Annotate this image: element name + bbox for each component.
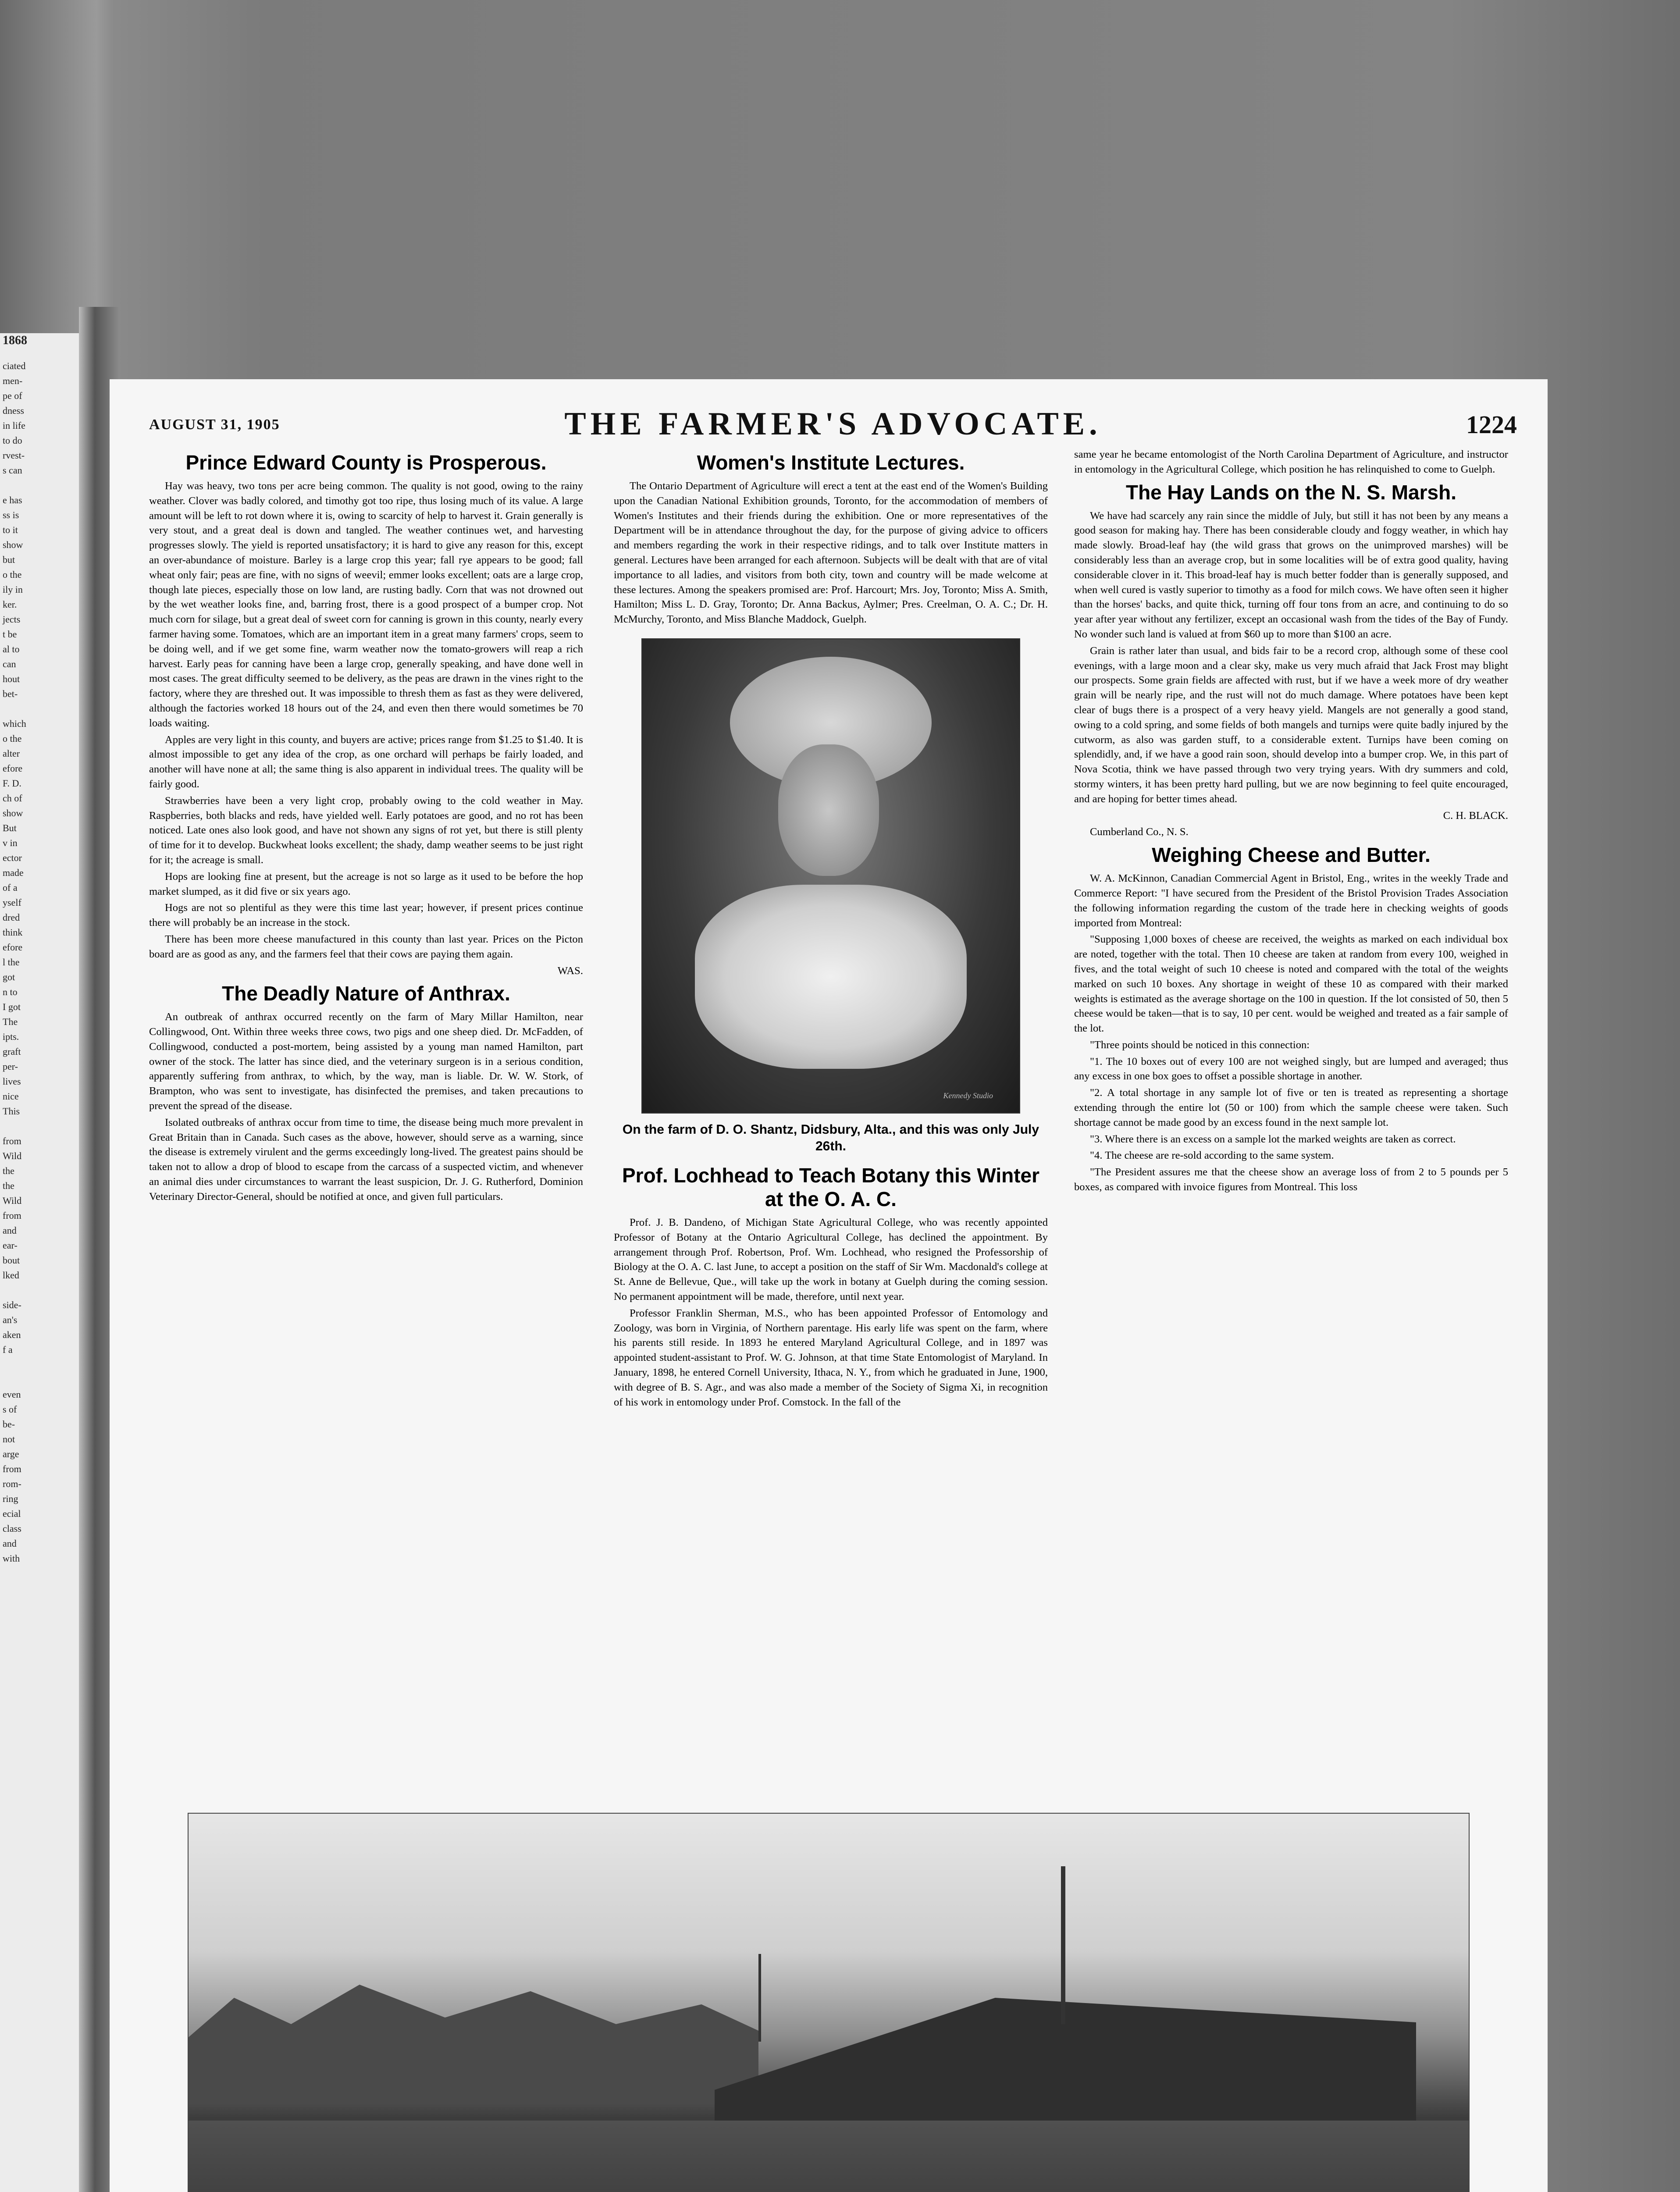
adjacent-page-line: pe of — [3, 390, 22, 401]
adjacent-page-line: per- — [3, 1061, 18, 1072]
article-heading-lochhead: Prof. Lochhead to Teach Botany this Winter at the O. A. C. — [622, 1164, 1040, 1210]
paragraph: "4. The cheese are re-sold according to the same system. — [1090, 1149, 1334, 1162]
adjacent-page-line: This — [3, 1106, 20, 1117]
adjacent-page-line: arge — [3, 1448, 19, 1459]
page-number: 1224 — [1466, 410, 1517, 439]
paragraph: There has been more cheese manufactured in this county than last year. Prices on the Picton board are as good as any, and the farmers feel that their cows are paying them again. — [149, 933, 583, 960]
adjacent-page-line: v in — [3, 837, 18, 848]
paragraph-continuation: same year he became entomologist of the North Carolina Department of Agriculture, and instructor in entomology in the Agricultural College, which position he has relinquished to come to Guelph. — [1074, 448, 1508, 475]
adjacent-page-line: n to — [3, 986, 18, 997]
windmill-shape — [1061, 1866, 1065, 2024]
adjacent-page-line: ily in — [3, 584, 23, 595]
adjacent-page-line: But — [3, 822, 17, 833]
farmyard-shape — [189, 2121, 1469, 2192]
adjacent-page-line: lked — [3, 1270, 19, 1281]
adjacent-page-line: in life — [3, 420, 25, 431]
adjacent-page-line: class — [3, 1523, 21, 1534]
adjacent-page-line: o the — [3, 569, 22, 580]
article-heading-anthrax: The Deadly Nature of Anthrax. — [222, 982, 510, 1005]
grain-bundle-shape — [695, 885, 967, 1069]
adjacent-page-line: made — [3, 867, 24, 878]
adjacent-page-line: not — [3, 1434, 15, 1445]
adjacent-page-line: side- — [3, 1299, 21, 1310]
article-signature: C. H. BLACK. — [1443, 809, 1508, 822]
adjacent-page-line: from — [3, 1210, 21, 1221]
paragraph: "1. The 10 boxes out of every 100 are not weighed singly, but are lumped and averaged; thus any excess in one box goes to offset a possible shortage in another. — [1074, 1055, 1508, 1082]
adjacent-page-line: efore — [3, 942, 23, 953]
tree-line-shape — [189, 1971, 758, 2103]
adjacent-page-line: t be — [3, 629, 17, 640]
article-signature: WAS. — [557, 964, 583, 977]
adjacent-page-line: e has — [3, 495, 22, 505]
adjacent-page-line: jects — [3, 614, 21, 625]
adjacent-page-line: of a — [3, 882, 18, 893]
column-3 — [1074, 447, 1508, 1196]
adjacent-page-line: rvest- — [3, 450, 25, 461]
adjacent-page-line: from — [3, 1135, 21, 1146]
paragraph: Professor Franklin Sherman, M.S., who has been appointed Professor of Entomology and Zoology, was born in Virginia, of Northern parentage. His early life was spent on the farm, where his parents still reside. In 1893 he entered Maryland Agricultural College, and in 1897 was appointed student-assistant to Prof. W. G. Johnson, at that time State Entomologist of Maryland. In January, 1898, he entered Cornell University, Ithaca, N. Y., from which he graduated in June, 1900, with degree of B. S. Agr., and was also made a member of the Society of Sigma Xi, in recognition of his work in entomology under Prof. Comstock. In the fall of the — [614, 1307, 1048, 1408]
paragraph: "Supposing 1,000 boxes of cheese are received, the weights as marked on each individual box are noted, together with the total. Then 10 cheese are taken at random from every 100, weighed in fives, and the total weight of such 10 cheese is noted and compared with the total of the weights marked on such 10 boxes. Any shortage in weight of these 10 as compared with their marked weights is estimated as the average shortage on the 100 in question. If the lot consisted of 50, then 5 cheese would be taken—that is to say, 10 per cent. would be weighed and treated as a fair sample of the lot. — [1074, 933, 1508, 1035]
article-heading-prince-edward: Prince Edward County is Prosperous. — [185, 451, 547, 474]
adjacent-page-line: think — [3, 927, 23, 938]
adjacent-page-line: dness — [3, 405, 24, 416]
adjacent-page-line: alter — [3, 748, 20, 759]
photo-credit: Kennedy Studio — [943, 1091, 993, 1100]
boy-face-shape — [778, 744, 879, 876]
adjacent-page-line: show — [3, 539, 23, 550]
adjacent-page-line: o the — [3, 733, 22, 744]
adjacent-page-line: even — [3, 1389, 21, 1400]
paragraph: "The President assures me that the cheese show an average loss of from 2 to 5 pounds per 5 boxes, as compared with invoice figures from Montreal. This loss — [1074, 1166, 1508, 1193]
adjacent-page-line: ring — [3, 1493, 18, 1504]
adjacent-page-line: to it — [3, 524, 18, 535]
paragraph: Hogs are not so plentiful as they were this time last year; however, if present prices continue there will probably be an increase in the stock. — [149, 902, 583, 929]
adjacent-page-line: aken — [3, 1329, 21, 1340]
adjacent-page-line: dred — [3, 912, 20, 923]
adjacent-page-line: ch of — [3, 793, 22, 804]
windmill-small-shape — [758, 1954, 761, 2042]
adjacent-page-line: ss is — [3, 509, 19, 520]
adjacent-page-line: Wild — [3, 1195, 22, 1206]
paragraph: Hay was heavy, two tons per acre being common. The quality is not good, owing to the rainy weather. Clover was badly colored, and timothy got too ripe, thus losing much of its value. A large amount will be left to rot down where it is, owing to scarcity of help to harvest it. Grain generally is very stout, and a great deal is down and tangled. The weather continues wet, and harvesting progresses slowly. The yield is reported unsatisfactory; it is hard to give any reason for this, except an over-abundance of moisture. Barley is a large crop this year; fall rye appears to be good; fall wheat only fair; peas are fine, with no signs of weevil; emmer looks excellent; oats are a large crop, though late pieces, especially those on low land, are rusting badly. Corn that was not drowned out by the wet weather looks fine, and, barring frost, there is a good prospect of a bumper crop. Not much corn for silage, but a great deal of sweet corn for canning is grown in this county, nearly every farmer having some. Tomatoes, which are an important item in a great many farmers' crops, seem to be doing well, and if we get some fine, warm weather now the tomato-growers will reap a rich harvest. Early peas for canning have been a large crop, generally speaking, and have done well in most cases. The great difficulty seemed to be delivery, as the peas are drawn in the vines right to the factory, where they are threshed out. It was impossible to thresh them as fast as they were delivered, although the factories worked 18 hours out of the 24, and even then there would sometimes be 70 loads waiting. — [149, 480, 583, 729]
adjacent-page-line: the — [3, 1180, 14, 1191]
adjacent-page-line: and — [3, 1225, 17, 1236]
photo-grand-view-farm — [188, 1813, 1470, 2192]
paragraph: Isolated outbreaks of anthrax occur from time to time, the disease being much more prevalent in Great Britain than in Canada. Such cases as the above, however, should serve as a warning, since the disease is extremely virulent and the germs exceedingly long-lived. The greatest pains should be taken not to allow a drop of blood to escape from the carcass of a suspected victim, and whenever an animal dies under circumstances to warrant the least suspicion, Dr. J. G. Rutherford, Dominion Veterinary Director-General, should be notified at once, and given full particulars. — [149, 1116, 583, 1203]
paragraph: W. A. McKinnon, Canadian Commercial Agent in Bristol, Eng., writes in the weekly Trade and Commerce Report: "I have secured from the President of the Bristol Provision Trades Association the following information regarding the custom of the trade here in checking weights of goods imported from Montreal: — [1074, 872, 1508, 929]
adjacent-page-line: hout — [3, 673, 20, 684]
adjacent-page-header: 1868 — [3, 334, 27, 347]
adjacent-page-line: F. D. — [3, 778, 21, 789]
adjacent-page-line: ecial — [3, 1508, 21, 1519]
adjacent-page-line: l the — [3, 957, 20, 968]
photo-boy-with-grain — [641, 638, 1020, 1114]
article-body-anthrax — [149, 1010, 583, 1204]
adjacent-page-line: efore — [3, 763, 23, 774]
adjacent-page-line: but — [3, 554, 15, 565]
adjacent-page-line: s can — [3, 465, 22, 476]
adjacent-page-line: s of — [3, 1404, 17, 1415]
adjacent-page-line: lives — [3, 1076, 21, 1087]
paragraph: An outbreak of anthrax occurred recently on the farm of Mary Millar Hamilton, near Collingwood, Ont. Within three weeks three cows, two pigs and one sheep died. Dr. McFadden, of Collingwood, conducted a post-mortem, being assisted by a young man named Hamilton, part owner of the stock. The latter has since died, and the veterinary surgeon is in a serious condition, apparently suffering from anthrax, to which, by the way, man is liable. Dr. W. W. Stork, of Brampton, who was sent to investigate, has disinfected the premises, and taken precautions to prevent the spread of the disease. — [149, 1011, 583, 1112]
publication-title: THE FARMER'S ADVOCATE. — [564, 406, 1102, 442]
adjacent-page-line: bout — [3, 1255, 20, 1266]
adjacent-page-line: al to — [3, 644, 20, 655]
article-heading-hay-lands: The Hay Lands on the N. S. Marsh. — [1125, 480, 1456, 504]
paragraph: Strawberries have been a very light crop, probably owing to the cold weather in May. Raspberries, both blacks and reds, have yielded well. Early potatoes are good, and no rot has been noticed. Late ones also look good, and have not shown any signs of rot yet, but there is still plenty of time for it to develop. Buckwheat looks excellent; the shady, damp weather seems to be just right for it; the acreage is small. — [149, 794, 583, 866]
adjacent-page-line: The — [3, 1016, 18, 1027]
adjacent-page-line: Wild — [3, 1150, 22, 1161]
adjacent-page-line: be- — [3, 1419, 15, 1430]
paragraph: The Ontario Department of Agriculture will erect a tent at the east end of the Women's Building upon the Canadian National Exhibition grounds, Toronto, for the accommodation of members of Women's Institutes and their friends during the exhibition. One or more representatives of the Department will be in attendance throughout the day, for the purpose of giving advice to officers and members regarding the work in their respective ridings, and to talk over Institute matters in general. Lectures have been arranged for each afternoon. Subjects will be dealt with that are of vital importance to all ladies, and visitors from both city, town and country will be made welcome at these lectures. Among the speakers promised are: Prof. Harcourt; Mrs. Joy, Toronto; Miss A. Smith, Hamilton; Miss L. D. Gray, Toronto; Dr. Anna Backus, Aylmer; Pres. Creelman, O. A. C.; Dr. H. McMurchy, Toronto, and Miss Blanche Maddock, Guelph. — [614, 480, 1048, 626]
adjacent-page-line: ker. — [3, 599, 17, 610]
paragraph: "2. A total shortage in any sample lot of five or ten is treated as representing a shortage extending through the entire lot (50 or 100) from which the sample cheese were taken. Such shortage cannot be made good by an excess found in the next sample lot. — [1074, 1087, 1508, 1128]
article-heading-weighing-cheese: Weighing Cheese and Butter. — [1152, 843, 1431, 867]
paragraph: Prof. J. B. Dandeno, of Michigan State Agricultural College, who was recently appointed Professor of Botany at the Ontario Agricultural College, has declined the appointment. By arrangement through Prof. Robertson, Prof. Wm. Lochhead, who resigned the Professorship of Biology at the O. A. C. last June, to accept a position on the staff of Sir Wm. Macdonald's college at St. Anne de Bellevue, Que., will take up the work in botany at Guelph during the coming session. No permanent appointment will be made, therefore, until next year. — [614, 1216, 1048, 1302]
photo-caption: On the farm of D. O. Shantz, Didsbury, Alta., and this was only July 26th. — [622, 1122, 1039, 1153]
adjacent-page-line: ciated — [3, 360, 26, 371]
paragraph: Grain is rather later than usual, and bids fair to be a record crop, although some of these cool evenings, with a large moon and a clear sky, make us very much afraid that Jack Frost may blight our prospects. Some grain fields are affected with rust, but if we have a week more of dry weather grain will be nearly ripe, and the rust will not do much damage. Where potatoes have been kept clear of bugs there is a prospect of a very heavy yield. Mangels are not generally a good stand, owing to a cold spring, and some fields of both mangels and turnips were quite badly injured by the cutworm, as also was garden stuff, to a considerable extent. Turnips have been coming on splendidly, and, if we have a good rain soon, should develop into a bumper crop. We, in this part of Nova Scotia, think we have passed through two very trying years. With dry summers and cold, stormy winters, it has been pretty hard pulling, but we are now beginning to feel quite encouraged, and are hoping for better times ahead. — [1074, 644, 1508, 805]
adjacent-page-line: got — [3, 971, 15, 982]
adjacent-page-line: men- — [3, 375, 23, 386]
adjacent-page-line: graft — [3, 1046, 21, 1057]
adjacent-page-line: bet- — [3, 688, 18, 699]
adjacent-page-line: an's — [3, 1314, 18, 1325]
adjacent-page-line: ector — [3, 852, 22, 863]
adjacent-page-line: show — [3, 808, 23, 818]
adjacent-page-line: nice — [3, 1091, 19, 1102]
adjacent-page-line: to do — [3, 435, 22, 446]
adjacent-page-line: from — [3, 1463, 21, 1474]
adjacent-page-line: the — [3, 1165, 14, 1176]
adjacent-page-line: ipts. — [3, 1031, 19, 1042]
paragraph: "3. Where there is an excess on a sample lot the marked weights are taken as correct. — [1090, 1133, 1456, 1145]
adjacent-page-line: can — [3, 658, 16, 669]
adjacent-page-line: and — [3, 1538, 17, 1549]
article-body-prince-edward — [149, 479, 583, 978]
adjacent-page-line: with — [3, 1553, 20, 1564]
column-2 — [614, 447, 1048, 1411]
column-1 — [149, 447, 583, 1206]
adjacent-page-line: f a — [3, 1344, 13, 1355]
paragraph: We have had scarcely any rain since the middle of July, but still it has not been by any means a good season for making hay. There has been considerable cloudy and foggy weather, in which hay made slowly. Broad-leaf hay (the wild grass that grows on the unimproved marshes) will be considerably less than an average crop, but in some localities will be of extra good quality, having considerable clover in it. This broad-leaf hay is much better fodder than is generally supposed, and when well cured is vastly superior to timothy as a food for milch cows. We have often seen it higher than the horses' backs, and quite thick, turning off four tons from an acre, and continuing to do so year after year without any fertilizer, except an occasional wash from the tides of the Bay of Fundy. No wonder such land is valued at from $60 up to more than $100 an acre. — [1074, 509, 1508, 640]
article-columns — [149, 447, 1517, 1806]
article-location: Cumberland Co., N. S. — [1090, 826, 1189, 838]
paragraph: "Three points should be noticed in this connection: — [1090, 1039, 1310, 1051]
paragraph: Apples are very light in this county, and buyers are active; prices range from $1.25 to $1.40. It is almost impossible to get any idea of the crop, as one orchard will perhaps be fairly loaded, and another will have none at all; the same thing is also apparent in individual trees. The quality will be fairly good. — [149, 733, 583, 790]
paragraph: Hops are looking fine at present, but the acreage is not so large as it used to be before the hop market slumped, as it did five or six years ago. — [149, 870, 583, 897]
adjacent-page-line: yself — [3, 897, 21, 908]
adjacent-page-line: rom- — [3, 1478, 21, 1489]
adjacent-page-line: I got — [3, 1001, 21, 1012]
article-heading-womens-institute: Women's Institute Lectures. — [697, 451, 965, 474]
masthead — [149, 397, 1517, 445]
adjacent-page-line: ear- — [3, 1240, 18, 1251]
adjacent-page-line: which — [3, 718, 26, 729]
issue-date: AUGUST 31, 1905 — [149, 416, 280, 433]
